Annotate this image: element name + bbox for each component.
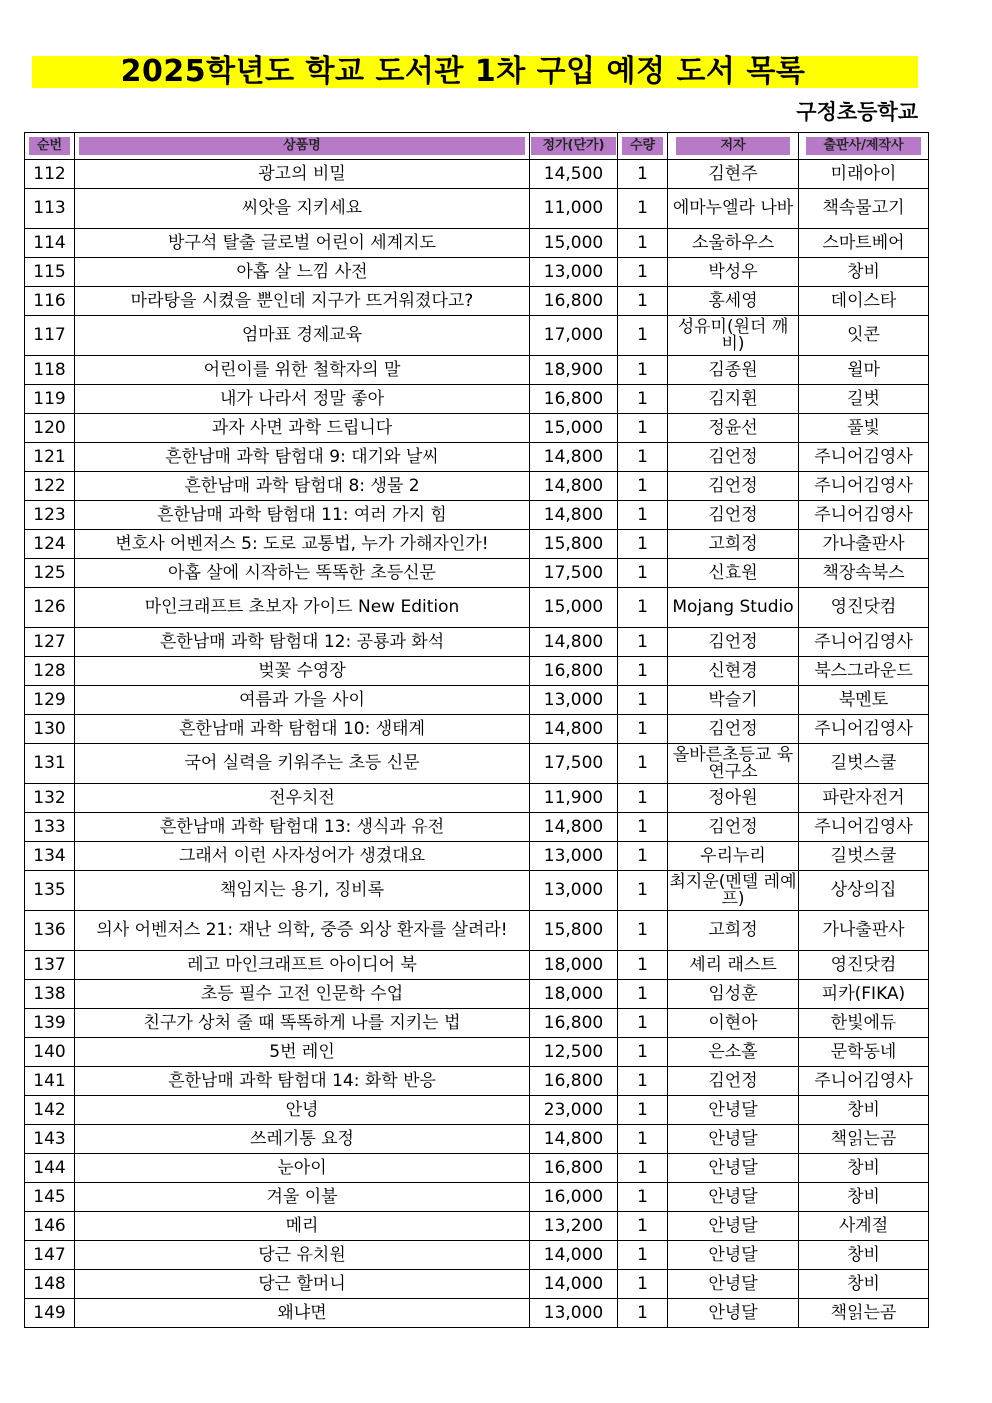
cell-author: 김언정	[668, 628, 799, 657]
cell-price: 13,000	[530, 871, 618, 911]
cell-qty: 1	[618, 189, 668, 229]
cell-publisher: 주니어김영사	[799, 472, 929, 501]
cell-title: 5번 레인	[75, 1038, 530, 1067]
cell-author: 김언정	[668, 715, 799, 744]
cell-publisher: 영진닷컴	[799, 951, 929, 980]
table-row	[25, 588, 929, 628]
cell-title: 전우치전	[75, 784, 530, 813]
cell-title: 겨울 이불	[75, 1183, 530, 1212]
cell-author: 정윤선	[668, 414, 799, 443]
cell-author: 임성훈	[668, 980, 799, 1009]
cell-author: 김언정	[668, 501, 799, 530]
cell-publisher: 길벗스쿨	[799, 744, 929, 784]
cell-qty: 1	[618, 414, 668, 443]
school-name: 구정초등학교	[796, 100, 918, 124]
cell-title: 의사 어벤저스 21: 재난 의학, 중증 외상 환자를 살려라!	[75, 911, 530, 951]
cell-no: 137	[25, 951, 75, 980]
cell-publisher: 미래아이	[799, 160, 929, 189]
cell-price: 14,800	[530, 1125, 618, 1154]
cell-publisher: 주니어김영사	[799, 715, 929, 744]
cell-price: 14,800	[530, 715, 618, 744]
cell-title: 변호사 어벤저스 5: 도로 교통법, 누가 가해자인가!	[75, 530, 530, 559]
cell-price: 18,000	[530, 951, 618, 980]
cell-author: 올바른초등교 육연구소	[668, 744, 799, 784]
cell-title: 광고의 비밀	[75, 160, 530, 189]
cell-qty: 1	[618, 258, 668, 287]
cell-author: 고희정	[668, 911, 799, 951]
cell-qty: 1	[618, 1212, 668, 1241]
cell-title: 마인크래프트 초보자 가이드 New Edition	[75, 588, 530, 628]
cell-no: 118	[25, 356, 75, 385]
header-author: 저자	[668, 133, 799, 160]
cell-no: 113	[25, 189, 75, 229]
cell-title: 흔한남매 과학 탐험대 10: 생태계	[75, 715, 530, 744]
table-row	[25, 1067, 929, 1096]
table-row	[25, 530, 929, 559]
cell-price: 13,000	[530, 1299, 618, 1328]
cell-qty: 1	[618, 1038, 668, 1067]
cell-title: 엄마표 경제교육	[75, 316, 530, 356]
cell-price: 16,800	[530, 657, 618, 686]
cell-price: 15,800	[530, 530, 618, 559]
cell-publisher: 북스그라운드	[799, 657, 929, 686]
cell-publisher: 영진닷컴	[799, 588, 929, 628]
table-row	[25, 1270, 929, 1299]
cell-no: 140	[25, 1038, 75, 1067]
cell-qty: 1	[618, 588, 668, 628]
table-row	[25, 686, 929, 715]
cell-author: 김종원	[668, 356, 799, 385]
cell-publisher: 창비	[799, 1241, 929, 1270]
cell-price: 17,000	[530, 316, 618, 356]
table-row	[25, 715, 929, 744]
cell-title: 당근 할머니	[75, 1270, 530, 1299]
cell-qty: 1	[618, 1009, 668, 1038]
table-row	[25, 813, 929, 842]
table-row	[25, 501, 929, 530]
cell-author: 안녕달	[668, 1270, 799, 1299]
cell-no: 116	[25, 287, 75, 316]
cell-author: 김언정	[668, 472, 799, 501]
cell-title: 흔한남매 과학 탐험대 9: 대기와 날씨	[75, 443, 530, 472]
cell-qty: 1	[618, 385, 668, 414]
cell-publisher: 창비	[799, 1270, 929, 1299]
cell-qty: 1	[618, 842, 668, 871]
cell-price: 13,000	[530, 686, 618, 715]
table-row	[25, 1299, 929, 1328]
cell-qty: 1	[618, 784, 668, 813]
cell-publisher: 파란자전거	[799, 784, 929, 813]
cell-qty: 1	[618, 472, 668, 501]
cell-no: 146	[25, 1212, 75, 1241]
cell-author: 성유미(원더 깨비)	[668, 316, 799, 356]
table-row	[25, 1096, 929, 1125]
table-row	[25, 628, 929, 657]
cell-publisher: 풀빛	[799, 414, 929, 443]
cell-price: 13,000	[530, 258, 618, 287]
cell-qty: 1	[618, 813, 668, 842]
cell-no: 124	[25, 530, 75, 559]
cell-qty: 1	[618, 1067, 668, 1096]
cell-author: 최지운(멘델 레예프)	[669, 871, 797, 909]
cell-price: 16,800	[530, 1009, 618, 1038]
cell-title: 국어 실력을 키워주는 초등 신문	[75, 744, 530, 784]
cell-no: 130	[25, 715, 75, 744]
cell-author: 김현주	[668, 160, 799, 189]
cell-price: 13,200	[530, 1212, 618, 1241]
cell-publisher: 책장속북스	[799, 559, 929, 588]
table-body	[25, 160, 929, 1328]
cell-title: 안녕	[75, 1096, 530, 1125]
cell-price: 18,900	[530, 356, 618, 385]
cell-price: 15,000	[530, 229, 618, 258]
cell-price: 14,000	[530, 1270, 618, 1299]
cell-author: 홍세영	[668, 287, 799, 316]
cell-no: 112	[25, 160, 75, 189]
cell-title: 흔한남매 과학 탐험대 11: 여러 가지 힘	[75, 501, 530, 530]
cell-title: 메리	[75, 1212, 530, 1241]
cell-qty: 1	[618, 657, 668, 686]
header-publisher: 출판사/제작사	[799, 133, 929, 160]
cell-no: 115	[25, 258, 75, 287]
cell-qty: 1	[618, 980, 668, 1009]
cell-title: 과자 사면 과학 드립니다	[75, 414, 530, 443]
cell-price: 23,000	[530, 1096, 618, 1125]
cell-publisher: 주니어김영사	[799, 501, 929, 530]
cell-no: 138	[25, 980, 75, 1009]
cell-price: 15,800	[530, 911, 618, 951]
table-row	[25, 1038, 929, 1067]
cell-title: 어린이를 위한 철학자의 말	[75, 356, 530, 385]
table-row	[25, 559, 929, 588]
cell-author: 우리누리	[668, 842, 799, 871]
cell-no: 136	[25, 911, 75, 951]
table-row	[25, 980, 929, 1009]
cell-price: 14,800	[530, 443, 618, 472]
cell-qty: 1	[618, 501, 668, 530]
cell-publisher: 주니어김영사	[799, 443, 929, 472]
cell-no: 148	[25, 1270, 75, 1299]
cell-title: 그래서 이런 사자성어가 생겼대요	[75, 842, 530, 871]
cell-no: 139	[25, 1009, 75, 1038]
cell-qty: 1	[618, 559, 668, 588]
cell-publisher: 책속물고기	[799, 189, 929, 229]
cell-no: 141	[25, 1067, 75, 1096]
table-row	[25, 472, 929, 501]
cell-qty: 1	[618, 951, 668, 980]
cell-publisher: 책읽는곰	[799, 1299, 929, 1328]
cell-author: 김언정	[668, 1067, 799, 1096]
cell-publisher: 주니어김영사	[799, 1067, 929, 1096]
cell-publisher: 책읽는곰	[799, 1125, 929, 1154]
cell-title: 친구가 상처 줄 때 똑똑하게 나를 지키는 법	[75, 1009, 530, 1038]
cell-price: 12,500	[530, 1038, 618, 1067]
cell-author: 김언정	[668, 443, 799, 472]
table-row	[25, 784, 929, 813]
cell-qty: 1	[618, 1241, 668, 1270]
cell-qty: 1	[618, 686, 668, 715]
cell-publisher: 가나출판사	[799, 530, 929, 559]
cell-no: 133	[25, 813, 75, 842]
cell-price: 18,000	[530, 980, 618, 1009]
cell-publisher: 길벗스쿨	[799, 842, 929, 871]
cell-no: 132	[25, 784, 75, 813]
cell-author: 안녕달	[668, 1241, 799, 1270]
cell-title: 눈아이	[75, 1154, 530, 1183]
cell-qty: 1	[618, 1125, 668, 1154]
cell-qty: 1	[618, 871, 668, 911]
cell-no: 149	[25, 1299, 75, 1328]
cell-title: 아홉 살에 시작하는 똑똑한 초등신문	[75, 559, 530, 588]
cell-qty: 1	[618, 1299, 668, 1328]
cell-author: 안녕달	[668, 1125, 799, 1154]
cell-author: 신효원	[668, 559, 799, 588]
cell-publisher: 창비	[799, 1183, 929, 1212]
cell-publisher: 주니어김영사	[799, 813, 929, 842]
cell-no: 125	[25, 559, 75, 588]
cell-qty: 1	[618, 287, 668, 316]
cell-price: 14,800	[530, 472, 618, 501]
cell-no: 114	[25, 229, 75, 258]
cell-qty: 1	[618, 1096, 668, 1125]
cell-no: 142	[25, 1096, 75, 1125]
table-row	[25, 258, 929, 287]
cell-author: 에마누엘라 나바	[668, 189, 799, 229]
table-row	[25, 1183, 929, 1212]
cell-publisher: 문학동네	[799, 1038, 929, 1067]
book-list-table	[24, 132, 929, 1328]
cell-no: 117	[25, 316, 75, 356]
cell-publisher: 한빛에듀	[799, 1009, 929, 1038]
cell-author: Mojang Studio	[668, 588, 799, 628]
cell-qty: 1	[618, 229, 668, 258]
cell-title: 흔한남매 과학 탐험대 8: 생물 2	[75, 472, 530, 501]
cell-qty: 1	[618, 160, 668, 189]
cell-title: 초등 필수 고전 인문학 수업	[75, 980, 530, 1009]
cell-title: 벚꽃 수영장	[75, 657, 530, 686]
cell-qty: 1	[618, 530, 668, 559]
cell-publisher: 스마트베어	[799, 229, 929, 258]
table-row	[25, 1154, 929, 1183]
cell-no: 147	[25, 1241, 75, 1270]
cell-author: 셰리 래스트	[668, 951, 799, 980]
cell-no: 126	[25, 588, 75, 628]
table-row	[25, 160, 929, 189]
cell-author: 안녕달	[668, 1183, 799, 1212]
table-row	[25, 744, 929, 784]
cell-title: 흔한남매 과학 탐험대 13: 생식과 유전	[75, 813, 530, 842]
cell-author: 정아원	[668, 784, 799, 813]
cell-qty: 1	[618, 443, 668, 472]
cell-publisher: 북멘토	[799, 686, 929, 715]
cell-price: 11,000	[530, 189, 618, 229]
cell-qty: 1	[618, 1270, 668, 1299]
cell-author: 고희정	[668, 530, 799, 559]
cell-title: 흔한남매 과학 탐험대 14: 화학 반응	[75, 1067, 530, 1096]
cell-no: 128	[25, 657, 75, 686]
cell-publisher: 창비	[799, 1096, 929, 1125]
cell-author: 김언정	[668, 813, 799, 842]
table-row	[25, 1009, 929, 1038]
cell-title: 쓰레기통 요정	[75, 1125, 530, 1154]
table-row	[25, 657, 929, 686]
cell-title: 씨앗을 지키세요	[75, 189, 530, 229]
table-row	[25, 842, 929, 871]
cell-no: 122	[25, 472, 75, 501]
table-row	[25, 414, 929, 443]
table-row	[25, 871, 929, 911]
cell-qty: 1	[618, 744, 668, 784]
table-row	[25, 951, 929, 980]
cell-price: 14,800	[530, 628, 618, 657]
table-row	[25, 287, 929, 316]
cell-price: 16,000	[530, 1183, 618, 1212]
cell-publisher: 가나출판사	[799, 911, 929, 951]
cell-qty: 1	[618, 911, 668, 951]
cell-price: 14,800	[530, 501, 618, 530]
cell-no: 131	[25, 744, 75, 784]
cell-publisher: 윌마	[799, 356, 929, 385]
cell-author: 안녕달	[668, 1212, 799, 1241]
table-row	[25, 316, 929, 356]
cell-title: 당근 유치원	[75, 1241, 530, 1270]
table-row	[25, 229, 929, 258]
cell-title: 아홉 살 느낌 사전	[75, 258, 530, 287]
table-row	[25, 1241, 929, 1270]
header-name: 상품명	[75, 133, 530, 160]
cell-qty: 1	[618, 356, 668, 385]
cell-publisher: 잇콘	[799, 316, 929, 356]
cell-publisher: 데이스타	[799, 287, 929, 316]
cell-price: 13,000	[530, 842, 618, 871]
header-no: 순번	[25, 133, 75, 160]
table-row	[25, 189, 929, 229]
header-qty: 수량	[618, 133, 668, 160]
cell-price: 16,800	[530, 1067, 618, 1096]
cell-publisher: 창비	[799, 1154, 929, 1183]
cell-publisher: 피카(FIKA)	[799, 980, 929, 1009]
cell-author: 은소홀	[668, 1038, 799, 1067]
cell-author: 소울하우스	[668, 229, 799, 258]
table-row	[25, 1125, 929, 1154]
cell-author: 박성우	[668, 258, 799, 287]
cell-publisher: 사계절	[799, 1212, 929, 1241]
cell-no: 129	[25, 686, 75, 715]
table-row	[25, 356, 929, 385]
cell-price: 16,800	[530, 287, 618, 316]
cell-price: 15,000	[530, 414, 618, 443]
table-row	[25, 443, 929, 472]
cell-no: 123	[25, 501, 75, 530]
cell-price: 14,000	[530, 1241, 618, 1270]
table-row	[25, 911, 929, 951]
cell-author: 안녕달	[668, 1299, 799, 1328]
cell-author: 박슬기	[668, 686, 799, 715]
cell-price: 11,900	[530, 784, 618, 813]
table-row	[25, 1212, 929, 1241]
cell-no: 145	[25, 1183, 75, 1212]
cell-qty: 1	[618, 628, 668, 657]
cell-author: 이현아	[668, 1009, 799, 1038]
cell-title: 흔한남매 과학 탐험대 12: 공룡과 화석	[75, 628, 530, 657]
cell-price: 16,800	[530, 385, 618, 414]
cell-qty: 1	[618, 316, 668, 356]
cell-publisher: 주니어김영사	[799, 628, 929, 657]
cell-no: 127	[25, 628, 75, 657]
cell-no: 120	[25, 414, 75, 443]
cell-author: 안녕달	[668, 1154, 799, 1183]
cell-price: 14,500	[530, 160, 618, 189]
cell-publisher: 길벗	[799, 385, 929, 414]
cell-publisher: 창비	[799, 258, 929, 287]
cell-publisher: 상상의집	[799, 871, 929, 911]
cell-title: 내가 나라서 정말 좋아	[75, 385, 530, 414]
cell-title: 여름과 가을 사이	[75, 686, 530, 715]
cell-price: 17,500	[530, 744, 618, 784]
cell-no: 144	[25, 1154, 75, 1183]
cell-no: 134	[25, 842, 75, 871]
table-row	[25, 385, 929, 414]
cell-title: 레고 마인크래프트 아이디어 북	[75, 951, 530, 980]
cell-price: 16,800	[530, 1154, 618, 1183]
header-price: 정가(단가)	[530, 133, 618, 160]
cell-no: 135	[25, 871, 75, 911]
cell-title: 책임지는 용기, 징비록	[75, 871, 530, 911]
cell-title: 방구석 탈출 글로벌 어린이 세계지도	[75, 229, 530, 258]
cell-title: 마라탕을 시켰을 뿐인데 지구가 뜨거워졌다고?	[75, 287, 530, 316]
cell-title: 왜냐면	[75, 1299, 530, 1328]
cell-no: 121	[25, 443, 75, 472]
cell-author: 김지휜	[668, 385, 799, 414]
document-title: 2025학년도 학교 도서관 1차 구입 예정 도서 목록	[120, 54, 806, 89]
cell-price: 17,500	[530, 559, 618, 588]
cell-no: 119	[25, 385, 75, 414]
cell-qty: 1	[618, 1183, 668, 1212]
cell-no: 143	[25, 1125, 75, 1154]
cell-price: 15,000	[530, 588, 618, 628]
cell-author: 안녕달	[668, 1096, 799, 1125]
cell-author: 신현경	[668, 657, 799, 686]
cell-price: 14,800	[530, 813, 618, 842]
header-row	[25, 133, 929, 160]
cell-qty: 1	[618, 715, 668, 744]
cell-qty: 1	[618, 1154, 668, 1183]
